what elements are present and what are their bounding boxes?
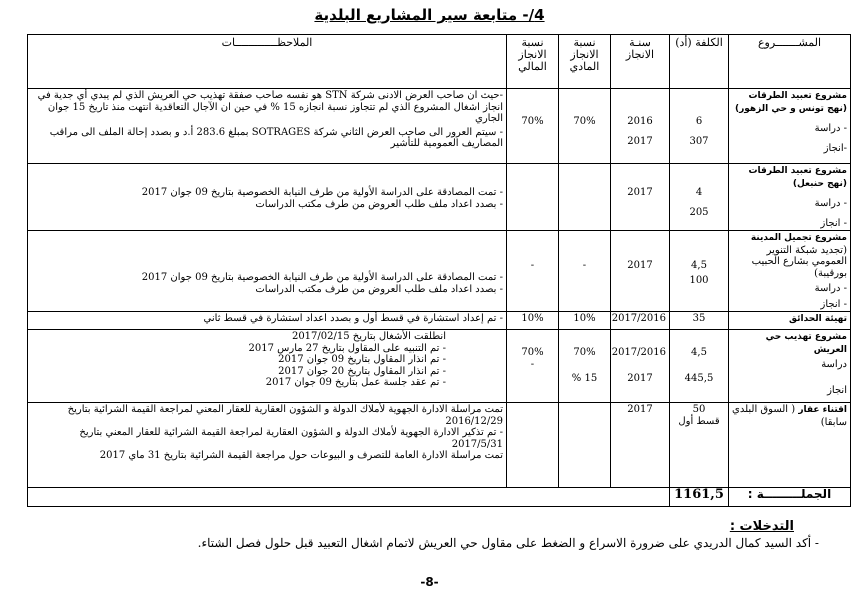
physical-cell bbox=[559, 89, 611, 164]
projects-table bbox=[27, 34, 851, 507]
total-empty bbox=[559, 488, 611, 507]
project-title: مشروع تجميل المدينة bbox=[750, 233, 847, 243]
financial-value: 70% bbox=[521, 116, 544, 127]
financial-value: - bbox=[530, 358, 535, 370]
total-value: 1161,5 bbox=[670, 488, 729, 507]
physical-cell bbox=[559, 164, 611, 231]
cost-value: 100 bbox=[689, 274, 709, 286]
line-execution: -انجاز bbox=[823, 142, 847, 154]
total-row bbox=[28, 488, 851, 507]
line-study: دراسة bbox=[821, 359, 847, 370]
line-execution: - انجاز bbox=[820, 217, 847, 229]
page-title: 4/- متابعة سير المشاريع البلدية bbox=[314, 6, 545, 24]
physical-value: 70% bbox=[573, 347, 596, 358]
note-text: - تم إعداد استشارة في قسط أول و بصدد اعداد استشارة في قسط ثاني bbox=[203, 313, 503, 324]
project-title: مشروع تعبيد الطرقات (نهج حنبعل) bbox=[748, 166, 847, 189]
table-row bbox=[28, 231, 851, 312]
header-project: المشـــــــروع bbox=[729, 35, 851, 89]
year-cell bbox=[611, 89, 670, 164]
year-value: 2016 bbox=[627, 116, 653, 127]
cost-value: 35 bbox=[692, 313, 706, 324]
cost-cell bbox=[670, 330, 729, 403]
cost-value: 50 bbox=[692, 404, 706, 415]
note-text: - تمت المصادقة على الدراسة الأولية من طرف النيابة الخصوصية بتاريخ 09 جوان 2017 bbox=[141, 272, 503, 283]
year-cell bbox=[611, 312, 670, 330]
physical-cell bbox=[559, 330, 611, 403]
note-text: - تم عقد جلسة عمل بتاريخ 09 جوان 2017 bbox=[265, 377, 446, 388]
total-empty bbox=[507, 488, 559, 507]
total-label: الجملـــــــــة : bbox=[729, 488, 851, 507]
project-subtitle: ( السوق البلدي سابقا) bbox=[732, 404, 847, 428]
project-cell bbox=[729, 231, 851, 312]
financial-cell bbox=[507, 330, 559, 403]
financial-cell bbox=[507, 164, 559, 231]
notes-cell bbox=[28, 164, 507, 231]
year-cell bbox=[611, 330, 670, 403]
notes-cell bbox=[28, 231, 507, 312]
cost-value: 307 bbox=[689, 135, 709, 147]
line-execution: انجاز bbox=[827, 384, 847, 396]
note-text: - تمت المصادقة على الدراسة الأولية من طرف النيابة الخصوصية بتاريخ 09 جوان 2017 bbox=[141, 187, 503, 198]
cost-value: 445,5 bbox=[684, 372, 714, 384]
cost-value: 4 bbox=[695, 187, 703, 198]
interventions-title: التدخلات : bbox=[729, 519, 794, 534]
year-cell bbox=[611, 231, 670, 312]
note-text: - تم انذار المقاول بتاريخ 20 جوان 2017 bbox=[278, 365, 446, 377]
year-cell bbox=[611, 403, 670, 488]
cost-cell bbox=[670, 312, 729, 330]
table-row bbox=[28, 403, 851, 488]
line-study: - دراسة bbox=[814, 123, 847, 134]
total-empty bbox=[611, 488, 670, 507]
project-subtitle: (تجديد شبكة التنوير العمومي بشارع الحبيب بورقيبة) bbox=[751, 244, 847, 279]
project-cell bbox=[729, 164, 851, 231]
notes-cell bbox=[28, 330, 507, 403]
cost-installment: قسط أول bbox=[678, 415, 720, 427]
year-value: 2017 bbox=[627, 372, 653, 384]
financial-value: 10% bbox=[521, 313, 544, 324]
project-title: مشروع تعبيد الطرقات bbox=[748, 91, 847, 101]
note-text: تمت مراسلة الادارة العامة للتصرف و البيوعات حول مراجعة القيمة الشرائية بتاريخ 31 ماي 2017 bbox=[99, 450, 503, 461]
table-row bbox=[28, 89, 851, 164]
project-cell bbox=[729, 403, 851, 488]
cost-value: 6 bbox=[695, 116, 703, 127]
cost-value: 205 bbox=[689, 206, 709, 218]
note-text: - تم التنبيه على المقاول بتاريخ 27 مارس 2017 bbox=[248, 342, 446, 354]
physical-value: 10% bbox=[573, 313, 596, 324]
physical-value: - bbox=[582, 260, 587, 271]
financial-value: 70% bbox=[521, 347, 544, 358]
financial-cell bbox=[507, 231, 559, 312]
header-financial: نسبة الانجاز المالي bbox=[507, 35, 559, 89]
project-cell bbox=[729, 330, 851, 403]
physical-cell bbox=[559, 231, 611, 312]
financial-cell bbox=[507, 312, 559, 330]
cost-value: 4,5 bbox=[691, 260, 707, 271]
page-number: -8- bbox=[420, 575, 439, 589]
year-value: 2017 bbox=[627, 187, 653, 198]
line-execution: - انجاز bbox=[820, 298, 847, 310]
project-cell bbox=[729, 89, 851, 164]
year-value: 2017 bbox=[627, 135, 653, 147]
note-text: تمت مراسلة الادارة الجهوية لأملاك الدولة و الشؤون العقارية للعقار المعني لمراجعة القيمة الشرائية بتاريخ 2016/12/29 bbox=[67, 404, 503, 427]
header-physical: نسبة الانجاز المادي bbox=[559, 35, 611, 89]
financial-cell bbox=[507, 403, 559, 488]
note-text: - تم تذكير الادارة الجهوية لأملاك الدولة و الشؤون العقارية لمراجعة القيمة الشرائية للعقار المعني بتاريخ 2017/5/31 bbox=[79, 427, 503, 450]
cost-cell bbox=[670, 89, 729, 164]
cost-cell bbox=[670, 231, 729, 312]
header-cost: الكلفة (أد) bbox=[670, 35, 729, 89]
year-value: 2017 bbox=[627, 404, 653, 415]
project-cell bbox=[729, 312, 851, 330]
notes-cell bbox=[28, 312, 507, 330]
line-study: - دراسة bbox=[814, 283, 847, 294]
project-subtitle: (نهج تونس و حي الزهور) bbox=[734, 103, 847, 114]
interventions-text: - أكد السيد كمال الدريدي على ضرورة الاسراع و الضغط على مقاول حي العريش لاتمام اشغال التعبيد قبل حلول فصل الشتاء. bbox=[197, 536, 819, 550]
table-row bbox=[28, 312, 851, 330]
cost-cell bbox=[670, 164, 729, 231]
project-title: تهيئة الحدائق bbox=[789, 314, 847, 324]
physical-cell bbox=[559, 403, 611, 488]
note-text: - سيتم العرور الى صاحب العرض الثاني شركة SOTRAGES بمبلغ 283.6 أ.د و بصدد إحالة الملف الى مراقب المصاريف العمومية للتأشير bbox=[49, 126, 503, 149]
note-text: - بصدد اعداد ملف طلب العروض من طرف مكتب الدراسات bbox=[255, 198, 503, 210]
note-text: - بصدد اعداد ملف طلب العروض من طرف مكتب الدراسات bbox=[255, 283, 503, 295]
header-notes: الملاحظـــــــــــــات bbox=[28, 35, 507, 89]
project-title: اقتناء عقار bbox=[798, 405, 847, 415]
cost-value: 4,5 bbox=[691, 347, 707, 358]
cost-cell bbox=[670, 403, 729, 488]
financial-cell bbox=[507, 89, 559, 164]
table-row bbox=[28, 330, 851, 403]
year-value: 2017/2016 bbox=[611, 347, 666, 358]
header-year: سنـة الانجاز bbox=[611, 35, 670, 89]
physical-value: 15 % bbox=[571, 372, 598, 384]
project-title: مشروع تهذيب حي العريش bbox=[765, 332, 847, 355]
note-text: - تم انذار المقاول بتاريخ 09 جوان 2017 bbox=[278, 354, 446, 365]
year-cell bbox=[611, 164, 670, 231]
year-value: 2017/2016 bbox=[611, 313, 666, 324]
total-empty bbox=[28, 488, 507, 507]
note-text: انطلقت الأشغال بتاريخ 2017/02/15 bbox=[291, 331, 446, 342]
table-header-row bbox=[28, 35, 851, 89]
physical-cell bbox=[559, 312, 611, 330]
table-row bbox=[28, 164, 851, 231]
year-value: 2017 bbox=[627, 260, 653, 271]
financial-value: - bbox=[530, 260, 535, 271]
notes-cell bbox=[28, 403, 507, 488]
note-text: -حيث ان صاحب العرض الادنى شركة STN هو نفسه صاحب صفقة تهذيب حي العريش الذي لم يبدي أي جدية في انجاز اشغال المشروع الذي لم تتجاوز نسبة انجازه 15 % في حين ان الآجال التعاقدية انتهت منذ تاريخ 15 جوان الجاري bbox=[37, 90, 503, 124]
line-study: - دراسة bbox=[814, 198, 847, 209]
physical-value: 70% bbox=[573, 116, 596, 127]
notes-cell bbox=[28, 89, 507, 164]
